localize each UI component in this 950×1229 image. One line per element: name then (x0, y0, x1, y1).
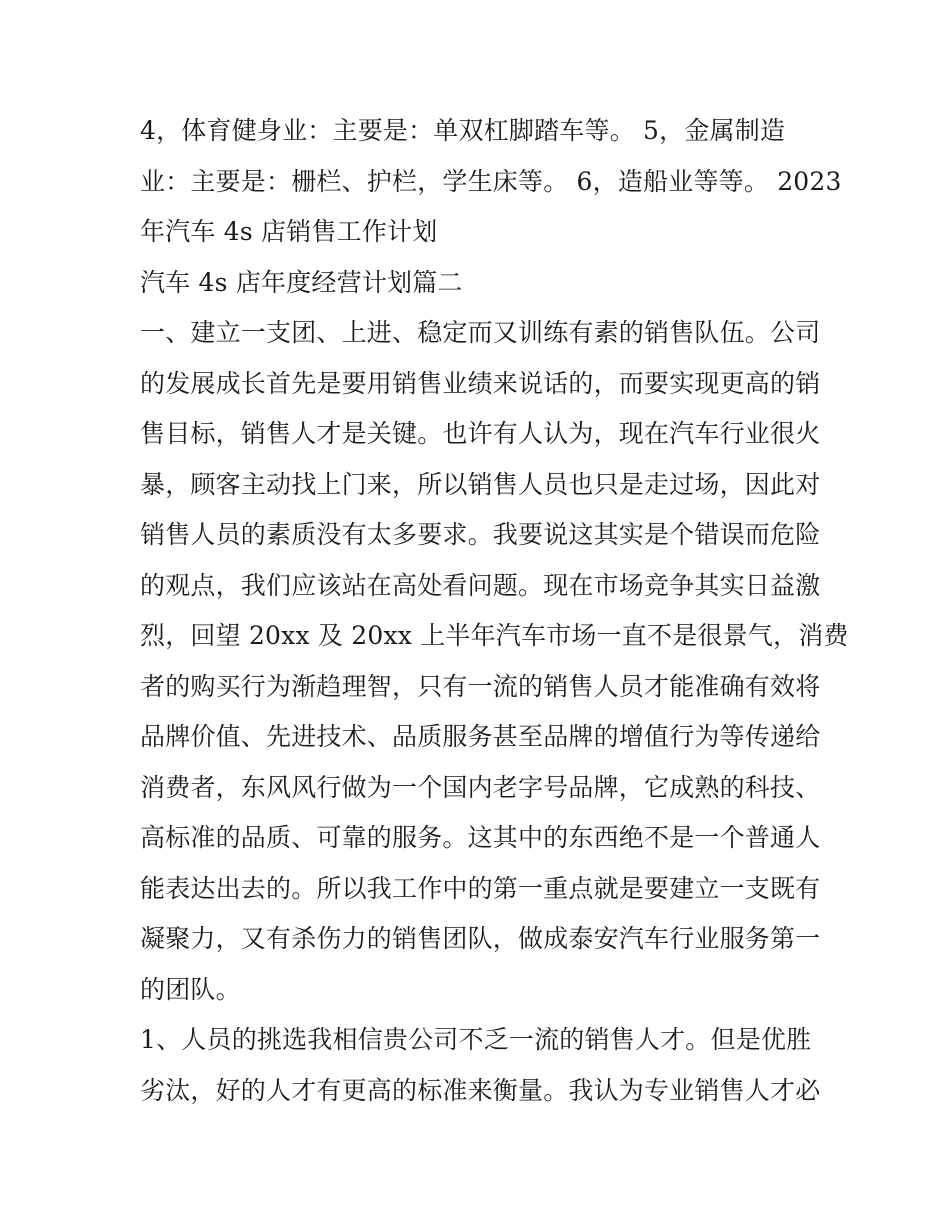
text-line: 消费者，东风风行做为一个国内老字号品牌，它成熟的科技、 (140, 772, 821, 802)
document-body (140, 106, 849, 1116)
text-line: 1、人员的挑选我相信贵公司不乏一流的销售人才。但是优胜 (140, 1025, 812, 1054)
text-line: 业：主要是：栅栏、护栏，学生床等。 6，造船业等等。 2023 (140, 166, 842, 196)
text-line: 烈，回望 20xx 及 20xx 上半年汽车市场一直不是很景气，消费 (140, 621, 849, 650)
text-line: 的团队。 (140, 974, 241, 1004)
section-heading: 汽车 4s 店年度经营计划篇二 (140, 267, 463, 297)
text-line: 一、建立一支团、上进、稳定而又训练有素的销售队伍。公司 (140, 318, 821, 347)
text-line: 的发展成长首先是要用销售业绩来说话的，而要实现更高的销 (140, 368, 821, 398)
text-line: 的观点，我们应该站在高处看问题。现在市场竞争其实日益激 (140, 570, 821, 600)
text-line: 年汽车 4s 店销售工作计划 (140, 217, 438, 246)
text-line: 售目标，销售人才是关键。也许有人认为，现在汽车行业很火 (140, 419, 821, 448)
text-line: 能表达出去的。所以我工作中的第一重点就是要建立一支既有 (140, 873, 821, 903)
text-line: 暴，顾客主动找上门来，所以销售人员也只是走过场，因此对 (140, 469, 821, 499)
text-line: 4，体育健身业：主要是：单双杠脚踏车等。 5，金属制造 (140, 116, 786, 145)
text-line: 销售人员的素质没有太多要求。我要说这其实是个错误而危险 (140, 520, 821, 549)
text-line: 者的购买行为渐趋理智，只有一流的销售人员才能准确有效将 (140, 671, 821, 701)
text-line: 劣汰，好的人才有更高的标准来衡量。我认为专业销售人才必 (140, 1075, 821, 1105)
text-line: 凝聚力，又有杀伤力的销售团队，做成泰安汽车行业服务第一 (140, 924, 821, 953)
text-line: 高标准的品质、可靠的服务。这其中的东西绝不是一个普通人 (140, 823, 821, 852)
text-line: 品牌价值、先进技术、品质服务甚至品牌的增值行为等传递给 (140, 722, 821, 751)
